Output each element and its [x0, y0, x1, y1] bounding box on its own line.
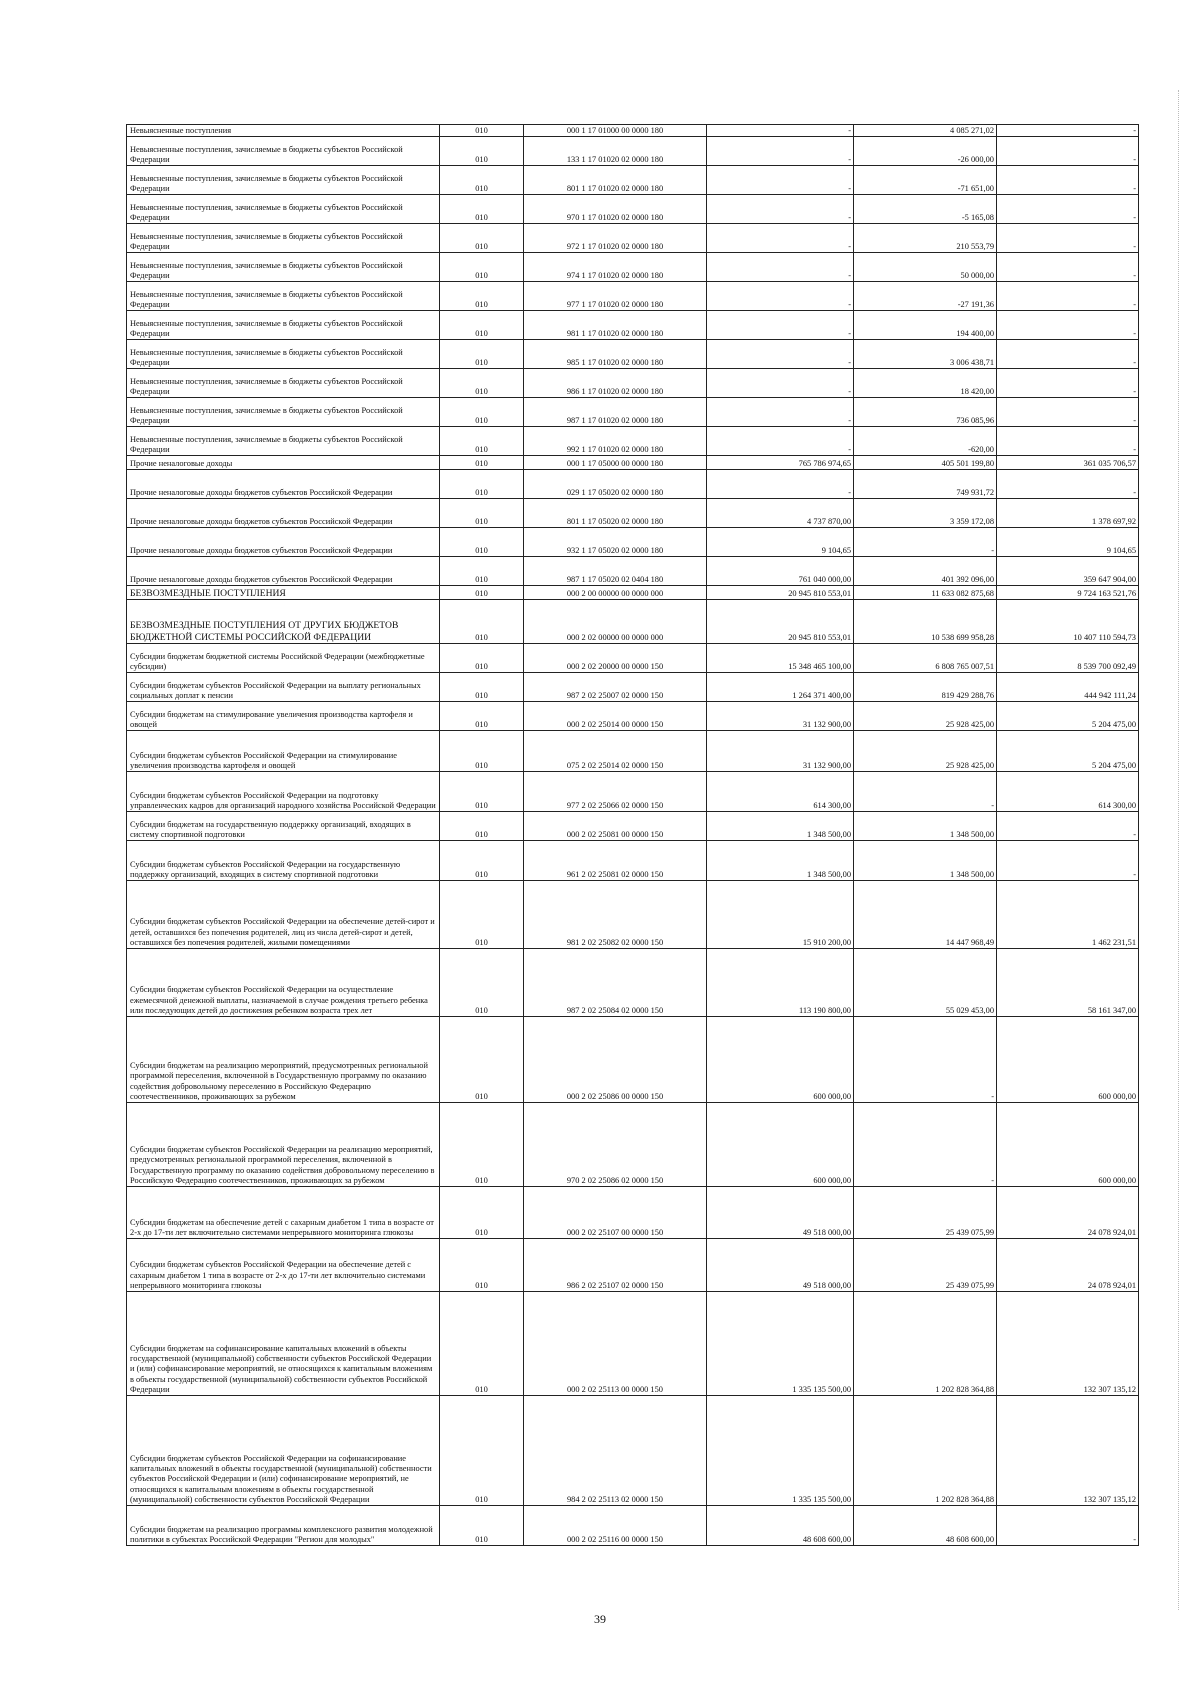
scan-margin-line: [1178, 90, 1179, 1610]
row-name-cell: Субсидии бюджетам субъектов Российской Федерации на государственную поддержку организаций, входящих в систему спортивной подготовки: [127, 841, 440, 881]
table-row: [127, 427, 1139, 456]
row-name-cell: Невыясненные поступления, зачисляемые в бюджеты субъектов Российской Федерации: [127, 340, 440, 369]
row-unexecuted-cell: 359 647 904,00: [997, 557, 1139, 586]
row-name-cell: Невыясненные поступления, зачисляемые в бюджеты субъектов Российской Федерации: [127, 137, 440, 166]
row-line-code-cell: 010: [440, 499, 524, 528]
row-executed-cell: 1 202 828 364,88: [854, 1292, 997, 1396]
row-line-code-cell: 010: [440, 1103, 524, 1187]
table-row: [127, 528, 1139, 557]
table-row: [127, 1292, 1139, 1396]
row-executed-cell: 55 029 453,00: [854, 949, 997, 1017]
row-line-code-cell: 010: [440, 644, 524, 673]
row-approved-plan-cell: 49 518 000,00: [707, 1239, 854, 1292]
row-approved-plan-cell: 9 104,65: [707, 528, 854, 557]
row-classification-code-cell: 986 1 17 01020 02 0000 180: [524, 369, 707, 398]
row-unexecuted-cell: 1 462 231,51: [997, 881, 1139, 949]
row-classification-code-cell: 000 2 02 25116 00 0000 150: [524, 1506, 707, 1546]
row-classification-code-cell: 961 2 02 25081 02 0000 150: [524, 841, 707, 881]
row-executed-cell: -5 165,08: [854, 195, 997, 224]
row-name-cell: Прочие неналоговые доходы бюджетов субъектов Российской Федерации: [127, 557, 440, 586]
row-classification-code-cell: 987 1 17 05020 02 0404 180: [524, 557, 707, 586]
row-approved-plan-cell: 765 786 974,65: [707, 456, 854, 470]
row-executed-cell: -: [854, 772, 997, 812]
row-line-code-cell: 010: [440, 282, 524, 311]
row-unexecuted-cell: 24 078 924,01: [997, 1187, 1139, 1239]
row-approved-plan-cell: 614 300,00: [707, 772, 854, 812]
row-classification-code-cell: 000 2 02 25113 00 0000 150: [524, 1292, 707, 1396]
row-name-cell: Прочие неналоговые доходы бюджетов субъектов Российской Федерации: [127, 470, 440, 499]
row-name-cell: Прочие неналоговые доходы бюджетов субъектов Российской Федерации: [127, 528, 440, 557]
row-line-code-cell: 010: [440, 673, 524, 702]
table-row: [127, 282, 1139, 311]
row-classification-code-cell: 972 1 17 01020 02 0000 180: [524, 224, 707, 253]
row-executed-cell: 48 608 600,00: [854, 1506, 997, 1546]
row-unexecuted-cell: 9 724 163 521,76: [997, 586, 1139, 600]
row-line-code-cell: 010: [440, 1239, 524, 1292]
row-unexecuted-cell: 8 539 700 092,49: [997, 644, 1139, 673]
table-row: [127, 644, 1139, 673]
table-row: [127, 253, 1139, 282]
row-name-cell: БЕЗВОЗМЕЗДНЫЕ ПОСТУПЛЕНИЯ ОТ ДРУГИХ БЮДЖЕТОВ БЮДЖЕТНОЙ СИСТЕМЫ РОССИЙСКОЙ ФЕДЕРАЦИИ: [127, 600, 440, 644]
row-unexecuted-cell: 132 307 135,12: [997, 1292, 1139, 1396]
row-classification-code-cell: 977 2 02 25066 02 0000 150: [524, 772, 707, 812]
row-executed-cell: 736 085,96: [854, 398, 997, 427]
row-executed-cell: -27 191,36: [854, 282, 997, 311]
row-name-cell: Субсидии бюджетам субъектов Российской Федерации на осуществление ежемесячной денежной выплаты, назначаемой в случае рождения третьего ребенка или последующих детей до достижения ребенком возраста трех лет: [127, 949, 440, 1017]
row-line-code-cell: 010: [440, 470, 524, 499]
table-row: [127, 137, 1139, 166]
row-classification-code-cell: 932 1 17 05020 02 0000 180: [524, 528, 707, 557]
row-executed-cell: -26 000,00: [854, 137, 997, 166]
row-approved-plan-cell: 15 910 200,00: [707, 881, 854, 949]
row-unexecuted-cell: 9 104,65: [997, 528, 1139, 557]
row-executed-cell: 405 501 199,80: [854, 456, 997, 470]
row-unexecuted-cell: 1 378 697,92: [997, 499, 1139, 528]
row-unexecuted-cell: -: [997, 340, 1139, 369]
row-unexecuted-cell: 614 300,00: [997, 772, 1139, 812]
row-classification-code-cell: 801 1 17 01020 02 0000 180: [524, 166, 707, 195]
row-executed-cell: 401 392 096,00: [854, 557, 997, 586]
row-executed-cell: -: [854, 528, 997, 557]
table-row: [127, 1017, 1139, 1103]
row-line-code-cell: 010: [440, 253, 524, 282]
row-line-code-cell: 010: [440, 340, 524, 369]
row-unexecuted-cell: -: [997, 224, 1139, 253]
row-line-code-cell: 010: [440, 881, 524, 949]
row-unexecuted-cell: 5 204 475,00: [997, 702, 1139, 731]
row-executed-cell: -: [854, 1017, 997, 1103]
row-line-code-cell: 010: [440, 125, 524, 137]
row-line-code-cell: 010: [440, 1187, 524, 1239]
table-row: [127, 702, 1139, 731]
row-approved-plan-cell: -: [707, 125, 854, 137]
row-classification-code-cell: 992 1 17 01020 02 0000 180: [524, 427, 707, 456]
row-line-code-cell: 010: [440, 731, 524, 772]
row-line-code-cell: 010: [440, 195, 524, 224]
row-executed-cell: 25 439 075,99: [854, 1239, 997, 1292]
row-classification-code-cell: 000 2 02 25081 00 0000 150: [524, 812, 707, 841]
row-executed-cell: 18 420,00: [854, 369, 997, 398]
row-classification-code-cell: 000 2 02 25107 00 0000 150: [524, 1187, 707, 1239]
row-line-code-cell: 010: [440, 812, 524, 841]
row-classification-code-cell: 000 2 02 00000 00 0000 000: [524, 600, 707, 644]
row-executed-cell: 210 553,79: [854, 224, 997, 253]
row-unexecuted-cell: 5 204 475,00: [997, 731, 1139, 772]
row-classification-code-cell: 133 1 17 01020 02 0000 180: [524, 137, 707, 166]
row-name-cell: Субсидии бюджетам на государственную поддержку организаций, входящих в систему спортивной подготовки: [127, 812, 440, 841]
table-row: [127, 398, 1139, 427]
row-approved-plan-cell: -: [707, 398, 854, 427]
row-unexecuted-cell: 132 307 135,12: [997, 1396, 1139, 1506]
budget-income-table: [126, 124, 1139, 1546]
row-classification-code-cell: 000 2 02 25086 00 0000 150: [524, 1017, 707, 1103]
row-name-cell: Субсидии бюджетам на реализацию программы комплексного развития молодежной политики в субъектах Российской Федерации "Регион для молодых": [127, 1506, 440, 1546]
row-name-cell: Субсидии бюджетам субъектов Российской Федерации на обеспечение детей-сирот и детей, оставшихся без попечения родителей, лиц из числа детей-сирот и детей, оставшихся без попечения родителей, жилыми помещениями: [127, 881, 440, 949]
row-executed-cell: 25 928 425,00: [854, 731, 997, 772]
row-executed-cell: 1 202 828 364,88: [854, 1396, 997, 1506]
row-executed-cell: -620,00: [854, 427, 997, 456]
row-approved-plan-cell: -: [707, 369, 854, 398]
row-classification-code-cell: 981 1 17 01020 02 0000 180: [524, 311, 707, 340]
row-approved-plan-cell: 761 040 000,00: [707, 557, 854, 586]
row-unexecuted-cell: 600 000,00: [997, 1017, 1139, 1103]
row-name-cell: Субсидии бюджетам субъектов Российской Федерации на обеспечение детей с сахарным диабетом 1 типа в возрасте от 2-х до 17-ти лет включительно системами непрерывного мониторинга глюкозы: [127, 1239, 440, 1292]
table-row: [127, 557, 1139, 586]
row-unexecuted-cell: -: [997, 195, 1139, 224]
row-classification-code-cell: 970 1 17 01020 02 0000 180: [524, 195, 707, 224]
row-classification-code-cell: 985 1 17 01020 02 0000 180: [524, 340, 707, 369]
row-approved-plan-cell: -: [707, 137, 854, 166]
row-unexecuted-cell: 600 000,00: [997, 1103, 1139, 1187]
row-unexecuted-cell: -: [997, 166, 1139, 195]
row-approved-plan-cell: 113 190 800,00: [707, 949, 854, 1017]
row-approved-plan-cell: -: [707, 311, 854, 340]
row-unexecuted-cell: -: [997, 137, 1139, 166]
row-approved-plan-cell: 15 348 465 100,00: [707, 644, 854, 673]
row-approved-plan-cell: 1 264 371 400,00: [707, 673, 854, 702]
row-classification-code-cell: 000 1 17 01000 00 0000 180: [524, 125, 707, 137]
row-approved-plan-cell: 1 335 135 500,00: [707, 1396, 854, 1506]
table-row: [127, 369, 1139, 398]
table-row: [127, 600, 1139, 644]
table-row: [127, 772, 1139, 812]
table-body: [127, 125, 1139, 1546]
table-row: [127, 841, 1139, 881]
row-executed-cell: 1 348 500,00: [854, 812, 997, 841]
row-unexecuted-cell: -: [997, 812, 1139, 841]
row-name-cell: Субсидии бюджетам на софинансирование капитальных вложений в объекты государственной (муниципальной) собственности субъектов Российской Федерации и (или) софинансирование мероприятий, не относящихся к капитальным вложениям в объекты государственной (муниципальной) собственности субъектов Российской Федерации: [127, 1292, 440, 1396]
row-approved-plan-cell: -: [707, 166, 854, 195]
row-unexecuted-cell: 361 035 706,57: [997, 456, 1139, 470]
row-unexecuted-cell: -: [997, 282, 1139, 311]
row-approved-plan-cell: -: [707, 470, 854, 499]
row-line-code-cell: 010: [440, 772, 524, 812]
row-classification-code-cell: 029 1 17 05020 02 0000 180: [524, 470, 707, 499]
row-executed-cell: 819 429 288,76: [854, 673, 997, 702]
table-row: [127, 195, 1139, 224]
table-row: [127, 340, 1139, 369]
row-classification-code-cell: 075 2 02 25014 02 0000 150: [524, 731, 707, 772]
row-approved-plan-cell: 48 608 600,00: [707, 1506, 854, 1546]
row-name-cell: БЕЗВОЗМЕЗДНЫЕ ПОСТУПЛЕНИЯ: [127, 586, 440, 600]
row-approved-plan-cell: 31 132 900,00: [707, 731, 854, 772]
row-name-cell: Субсидии бюджетам субъектов Российской Федерации на стимулирование увеличения производства картофеля и овощей: [127, 731, 440, 772]
row-name-cell: Невыясненные поступления, зачисляемые в бюджеты субъектов Российской Федерации: [127, 282, 440, 311]
row-name-cell: Субсидии бюджетам субъектов Российской Федерации на выплату региональных социальных доплат к пенсии: [127, 673, 440, 702]
row-executed-cell: 4 085 271,02: [854, 125, 997, 137]
row-line-code-cell: 010: [440, 1396, 524, 1506]
row-line-code-cell: 010: [440, 456, 524, 470]
table-row: [127, 456, 1139, 470]
row-approved-plan-cell: 1 348 500,00: [707, 841, 854, 881]
row-executed-cell: 194 400,00: [854, 311, 997, 340]
row-name-cell: Невыясненные поступления, зачисляемые в бюджеты субъектов Российской Федерации: [127, 427, 440, 456]
row-line-code-cell: 010: [440, 166, 524, 195]
table-row: [127, 586, 1139, 600]
row-unexecuted-cell: -: [997, 253, 1139, 282]
row-line-code-cell: 010: [440, 702, 524, 731]
row-executed-cell: 14 447 968,49: [854, 881, 997, 949]
row-unexecuted-cell: 58 161 347,00: [997, 949, 1139, 1017]
row-classification-code-cell: 987 2 02 25007 02 0000 150: [524, 673, 707, 702]
row-approved-plan-cell: -: [707, 253, 854, 282]
row-unexecuted-cell: -: [997, 1506, 1139, 1546]
row-executed-cell: -71 651,00: [854, 166, 997, 195]
table-row: [127, 1103, 1139, 1187]
row-name-cell: Прочие неналоговые доходы бюджетов субъектов Российской Федерации: [127, 499, 440, 528]
row-approved-plan-cell: 600 000,00: [707, 1017, 854, 1103]
row-line-code-cell: 010: [440, 1017, 524, 1103]
row-line-code-cell: 010: [440, 137, 524, 166]
row-executed-cell: 3 006 438,71: [854, 340, 997, 369]
row-approved-plan-cell: 49 518 000,00: [707, 1187, 854, 1239]
row-unexecuted-cell: 444 942 111,24: [997, 673, 1139, 702]
row-approved-plan-cell: -: [707, 195, 854, 224]
row-name-cell: Прочие неналоговые доходы: [127, 456, 440, 470]
table-row: [127, 731, 1139, 772]
row-line-code-cell: 010: [440, 528, 524, 557]
row-executed-cell: 10 538 699 958,28: [854, 600, 997, 644]
table-row: [127, 1396, 1139, 1506]
row-line-code-cell: 010: [440, 949, 524, 1017]
table-row: [127, 1239, 1139, 1292]
row-classification-code-cell: 987 1 17 01020 02 0000 180: [524, 398, 707, 427]
row-name-cell: Субсидии бюджетам субъектов Российской Федерации на реализацию мероприятий, предусмотренных региональной программой переселения, включенной в Государственную программу по оказанию содействия добровольному переселению в Российскую Федерацию соотечественников, проживающих за рубежом: [127, 1103, 440, 1187]
row-executed-cell: 3 359 172,08: [854, 499, 997, 528]
row-line-code-cell: 010: [440, 427, 524, 456]
row-classification-code-cell: 987 2 02 25084 02 0000 150: [524, 949, 707, 1017]
table-row: [127, 812, 1139, 841]
row-approved-plan-cell: 600 000,00: [707, 1103, 854, 1187]
row-name-cell: Невыясненные поступления, зачисляемые в бюджеты субъектов Российской Федерации: [127, 253, 440, 282]
row-name-cell: Субсидии бюджетам субъектов Российской Федерации на подготовку управленческих кадров для организаций народного хозяйства Российской Федерации: [127, 772, 440, 812]
row-line-code-cell: 010: [440, 1292, 524, 1396]
row-executed-cell: 25 928 425,00: [854, 702, 997, 731]
row-line-code-cell: 010: [440, 224, 524, 253]
row-classification-code-cell: 984 2 02 25113 02 0000 150: [524, 1396, 707, 1506]
table-row: [127, 1187, 1139, 1239]
row-executed-cell: 6 808 765 007,51: [854, 644, 997, 673]
row-line-code-cell: 010: [440, 398, 524, 427]
row-classification-code-cell: 000 2 02 20000 00 0000 150: [524, 644, 707, 673]
row-classification-code-cell: 977 1 17 01020 02 0000 180: [524, 282, 707, 311]
row-classification-code-cell: 000 2 02 25014 00 0000 150: [524, 702, 707, 731]
row-name-cell: Субсидии бюджетам на реализацию мероприятий, предусмотренных региональной программой переселения, включенной в Государственную программу по оказанию содействия добровольному переселению в Российскую Федерацию соотечественников, проживающих за рубежом: [127, 1017, 440, 1103]
budget-table-container: [126, 124, 1138, 1546]
row-unexecuted-cell: -: [997, 841, 1139, 881]
row-name-cell: Невыясненные поступления: [127, 125, 440, 137]
row-approved-plan-cell: 20 945 810 553,01: [707, 600, 854, 644]
row-unexecuted-cell: -: [997, 427, 1139, 456]
row-line-code-cell: 010: [440, 1506, 524, 1546]
row-executed-cell: 25 439 075,99: [854, 1187, 997, 1239]
row-name-cell: Невыясненные поступления, зачисляемые в бюджеты субъектов Российской Федерации: [127, 398, 440, 427]
row-classification-code-cell: 974 1 17 01020 02 0000 180: [524, 253, 707, 282]
row-line-code-cell: 010: [440, 586, 524, 600]
row-line-code-cell: 010: [440, 600, 524, 644]
row-name-cell: Невыясненные поступления, зачисляемые в бюджеты субъектов Российской Федерации: [127, 166, 440, 195]
row-executed-cell: 749 931,72: [854, 470, 997, 499]
row-unexecuted-cell: -: [997, 398, 1139, 427]
row-approved-plan-cell: -: [707, 340, 854, 369]
row-executed-cell: -: [854, 1103, 997, 1187]
row-approved-plan-cell: -: [707, 427, 854, 456]
row-unexecuted-cell: 10 407 110 594,73: [997, 600, 1139, 644]
row-classification-code-cell: 000 1 17 05000 00 0000 180: [524, 456, 707, 470]
table-row: [127, 499, 1139, 528]
row-name-cell: Субсидии бюджетам бюджетной системы Российской Федерации (межбюджетные субсидии): [127, 644, 440, 673]
page-number: 39: [594, 1612, 606, 1626]
row-executed-cell: 11 633 082 875,68: [854, 586, 997, 600]
row-approved-plan-cell: 1 335 135 500,00: [707, 1292, 854, 1396]
row-executed-cell: 50 000,00: [854, 253, 997, 282]
table-row: [127, 224, 1139, 253]
row-name-cell: Субсидии бюджетам субъектов Российской Федерации на софинансирование капитальных вложений в объекты государственной (муниципальной) собственности субъектов Российской Федерации и (или) софинансирование мероприятий, не относящихся к капитальным вложениям в объекты государственной (муниципальной) собственности субъектов Российской Федерации: [127, 1396, 440, 1506]
row-line-code-cell: 010: [440, 557, 524, 586]
row-classification-code-cell: 970 2 02 25086 02 0000 150: [524, 1103, 707, 1187]
row-line-code-cell: 010: [440, 311, 524, 340]
row-classification-code-cell: 981 2 02 25082 02 0000 150: [524, 881, 707, 949]
row-approved-plan-cell: 4 737 870,00: [707, 499, 854, 528]
row-name-cell: Субсидии бюджетам на стимулирование увеличения производства картофеля и овощей: [127, 702, 440, 731]
table-row: [127, 125, 1139, 137]
row-line-code-cell: 010: [440, 841, 524, 881]
row-approved-plan-cell: -: [707, 224, 854, 253]
row-name-cell: Невыясненные поступления, зачисляемые в бюджеты субъектов Российской Федерации: [127, 224, 440, 253]
row-unexecuted-cell: -: [997, 311, 1139, 340]
row-name-cell: Субсидии бюджетам на обеспечение детей с сахарным диабетом 1 типа в возрасте от 2-х до 17-ти лет включительно системами непрерывного мониторинга глюкозы: [127, 1187, 440, 1239]
row-name-cell: Невыясненные поступления, зачисляемые в бюджеты субъектов Российской Федерации: [127, 369, 440, 398]
row-line-code-cell: 010: [440, 369, 524, 398]
row-approved-plan-cell: 31 132 900,00: [707, 702, 854, 731]
row-unexecuted-cell: -: [997, 125, 1139, 137]
row-executed-cell: 1 348 500,00: [854, 841, 997, 881]
row-approved-plan-cell: -: [707, 282, 854, 311]
row-classification-code-cell: 000 2 00 00000 00 0000 000: [524, 586, 707, 600]
row-approved-plan-cell: 1 348 500,00: [707, 812, 854, 841]
row-classification-code-cell: 986 2 02 25107 02 0000 150: [524, 1239, 707, 1292]
table-row: [127, 949, 1139, 1017]
table-row: [127, 1506, 1139, 1546]
table-row: [127, 311, 1139, 340]
row-classification-code-cell: 801 1 17 05020 02 0000 180: [524, 499, 707, 528]
row-name-cell: Невыясненные поступления, зачисляемые в бюджеты субъектов Российской Федерации: [127, 195, 440, 224]
table-row: [127, 470, 1139, 499]
row-name-cell: Невыясненные поступления, зачисляемые в бюджеты субъектов Российской Федерации: [127, 311, 440, 340]
row-unexecuted-cell: -: [997, 470, 1139, 499]
table-row: [127, 881, 1139, 949]
row-unexecuted-cell: 24 078 924,01: [997, 1239, 1139, 1292]
row-unexecuted-cell: -: [997, 369, 1139, 398]
row-approved-plan-cell: 20 945 810 553,01: [707, 586, 854, 600]
table-row: [127, 166, 1139, 195]
table-row: [127, 673, 1139, 702]
